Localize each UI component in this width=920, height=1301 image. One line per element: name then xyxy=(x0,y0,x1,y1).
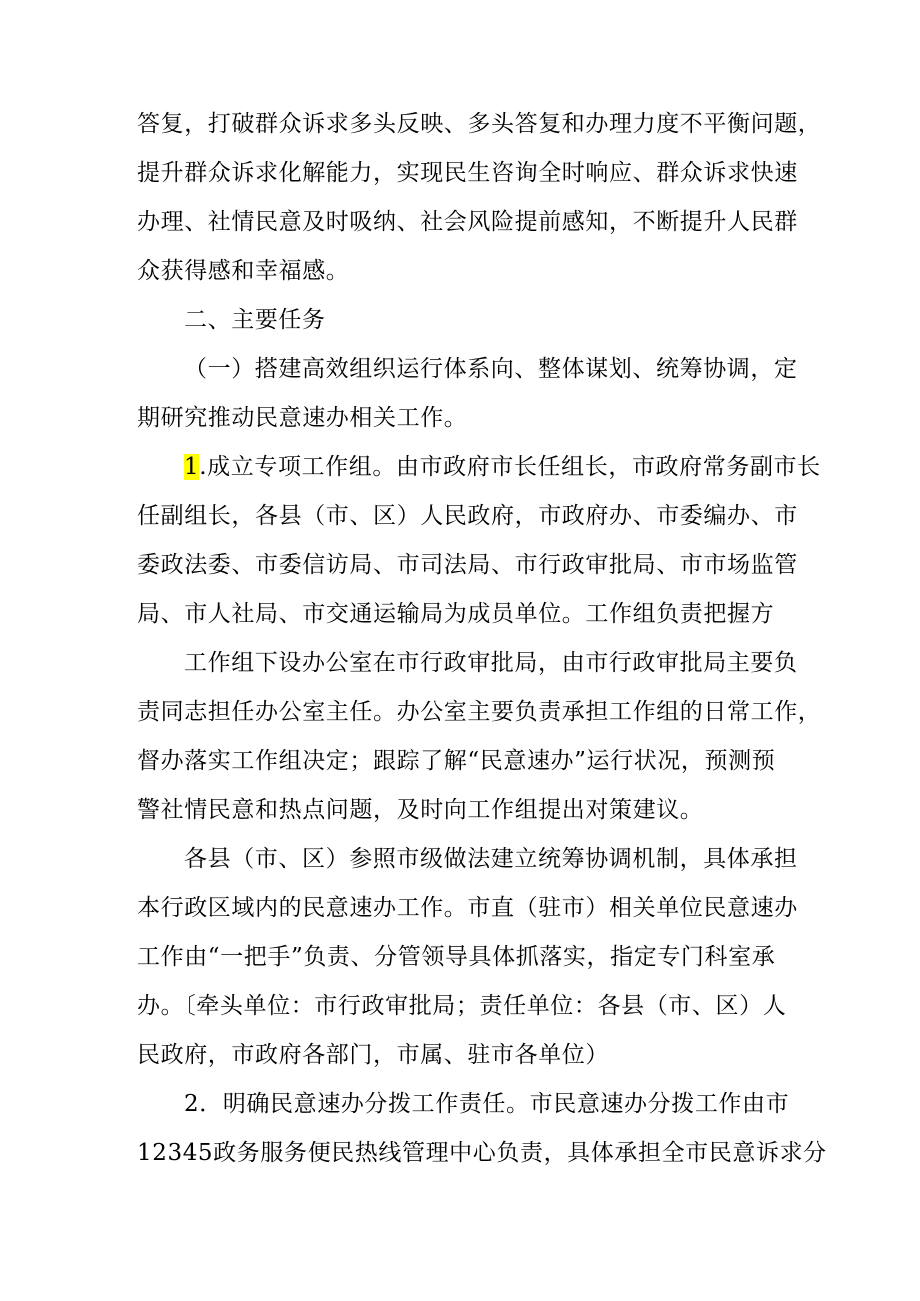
subsection-line-1: （一）搭建高效组织运行体系向、整体谋划、统筹协调，定 xyxy=(184,356,798,382)
section-heading: 二、主要任务 xyxy=(184,307,326,333)
item2-line-1: 2．明确民意速办分拨工作责任。市民意速办分拨工作由市 xyxy=(184,1091,790,1117)
intro-line-1: 答复，打破群众诉求多头反映、多头答复和办理力度不平衡问题， xyxy=(137,111,822,137)
office-line-4: 警社情民意和热点问题，及时向工作组提出对策建议。 xyxy=(137,797,704,823)
counties-line-1: 各县（市、区）参照市级做法建立统筹协调机制，具体承担 xyxy=(184,846,798,872)
office-line-2: 责同志担任办公室主任。办公室主要负责承担工作组的日常工作， xyxy=(137,699,822,725)
item1-line-3: 委政法委、市委信访局、市司法局、市行政审批局、市市场监管 xyxy=(137,552,798,578)
intro-line-3: 办理、社情民意及时吸纳、社会风险提前感知，不断提升人民群 xyxy=(137,209,798,235)
highlighted-item-number: 1 xyxy=(184,454,200,480)
item1-line-4: 局、市人社局、市交通运输局为成员单位。工作组负责把握方 xyxy=(137,601,775,627)
counties-line-2: 本行政区域内的民意速办工作。市直（驻市）相关单位民意速办 xyxy=(137,895,798,921)
office-line-1: 工作组下设办公室在市行政审批局，由市行政审批局主要负 xyxy=(184,650,798,676)
intro-line-4: 众获得感和幸福感。 xyxy=(137,258,350,284)
item1-line-1 xyxy=(184,447,821,487)
counties-line-4: 办。〔牵头单位：市行政审批局；责任单位：各县（市、区）人 xyxy=(137,993,787,1019)
counties-line-5: 民政府，市政府各部门，市属、驻市各单位） xyxy=(137,1042,609,1068)
item1-line-1-text: .成立专项工作组。由市政府市长任组长，市政府常务副市长 xyxy=(199,454,821,480)
item1-line-2: 任副组长，各县（市、区）人民政府，市政府办、市委编办、市 xyxy=(137,503,798,529)
office-line-3: 督办落实工作组决定；跟踪了解“民意速办”运行状况，预测预 xyxy=(137,748,776,774)
subsection-line-2: 期研究推动民意速办相关工作。 xyxy=(137,405,468,431)
counties-line-3: 工作由“一把手”负责、分管领导具体抓落实，指定专门科室承 xyxy=(137,944,776,970)
item2-line-2: 12345政务服务便民热线管理中心负责，具体承担全市民意诉求分 xyxy=(137,1140,827,1166)
intro-line-2: 提升群众诉求化解能力，实现民生咨询全时响应、群众诉求快速 xyxy=(137,160,798,186)
